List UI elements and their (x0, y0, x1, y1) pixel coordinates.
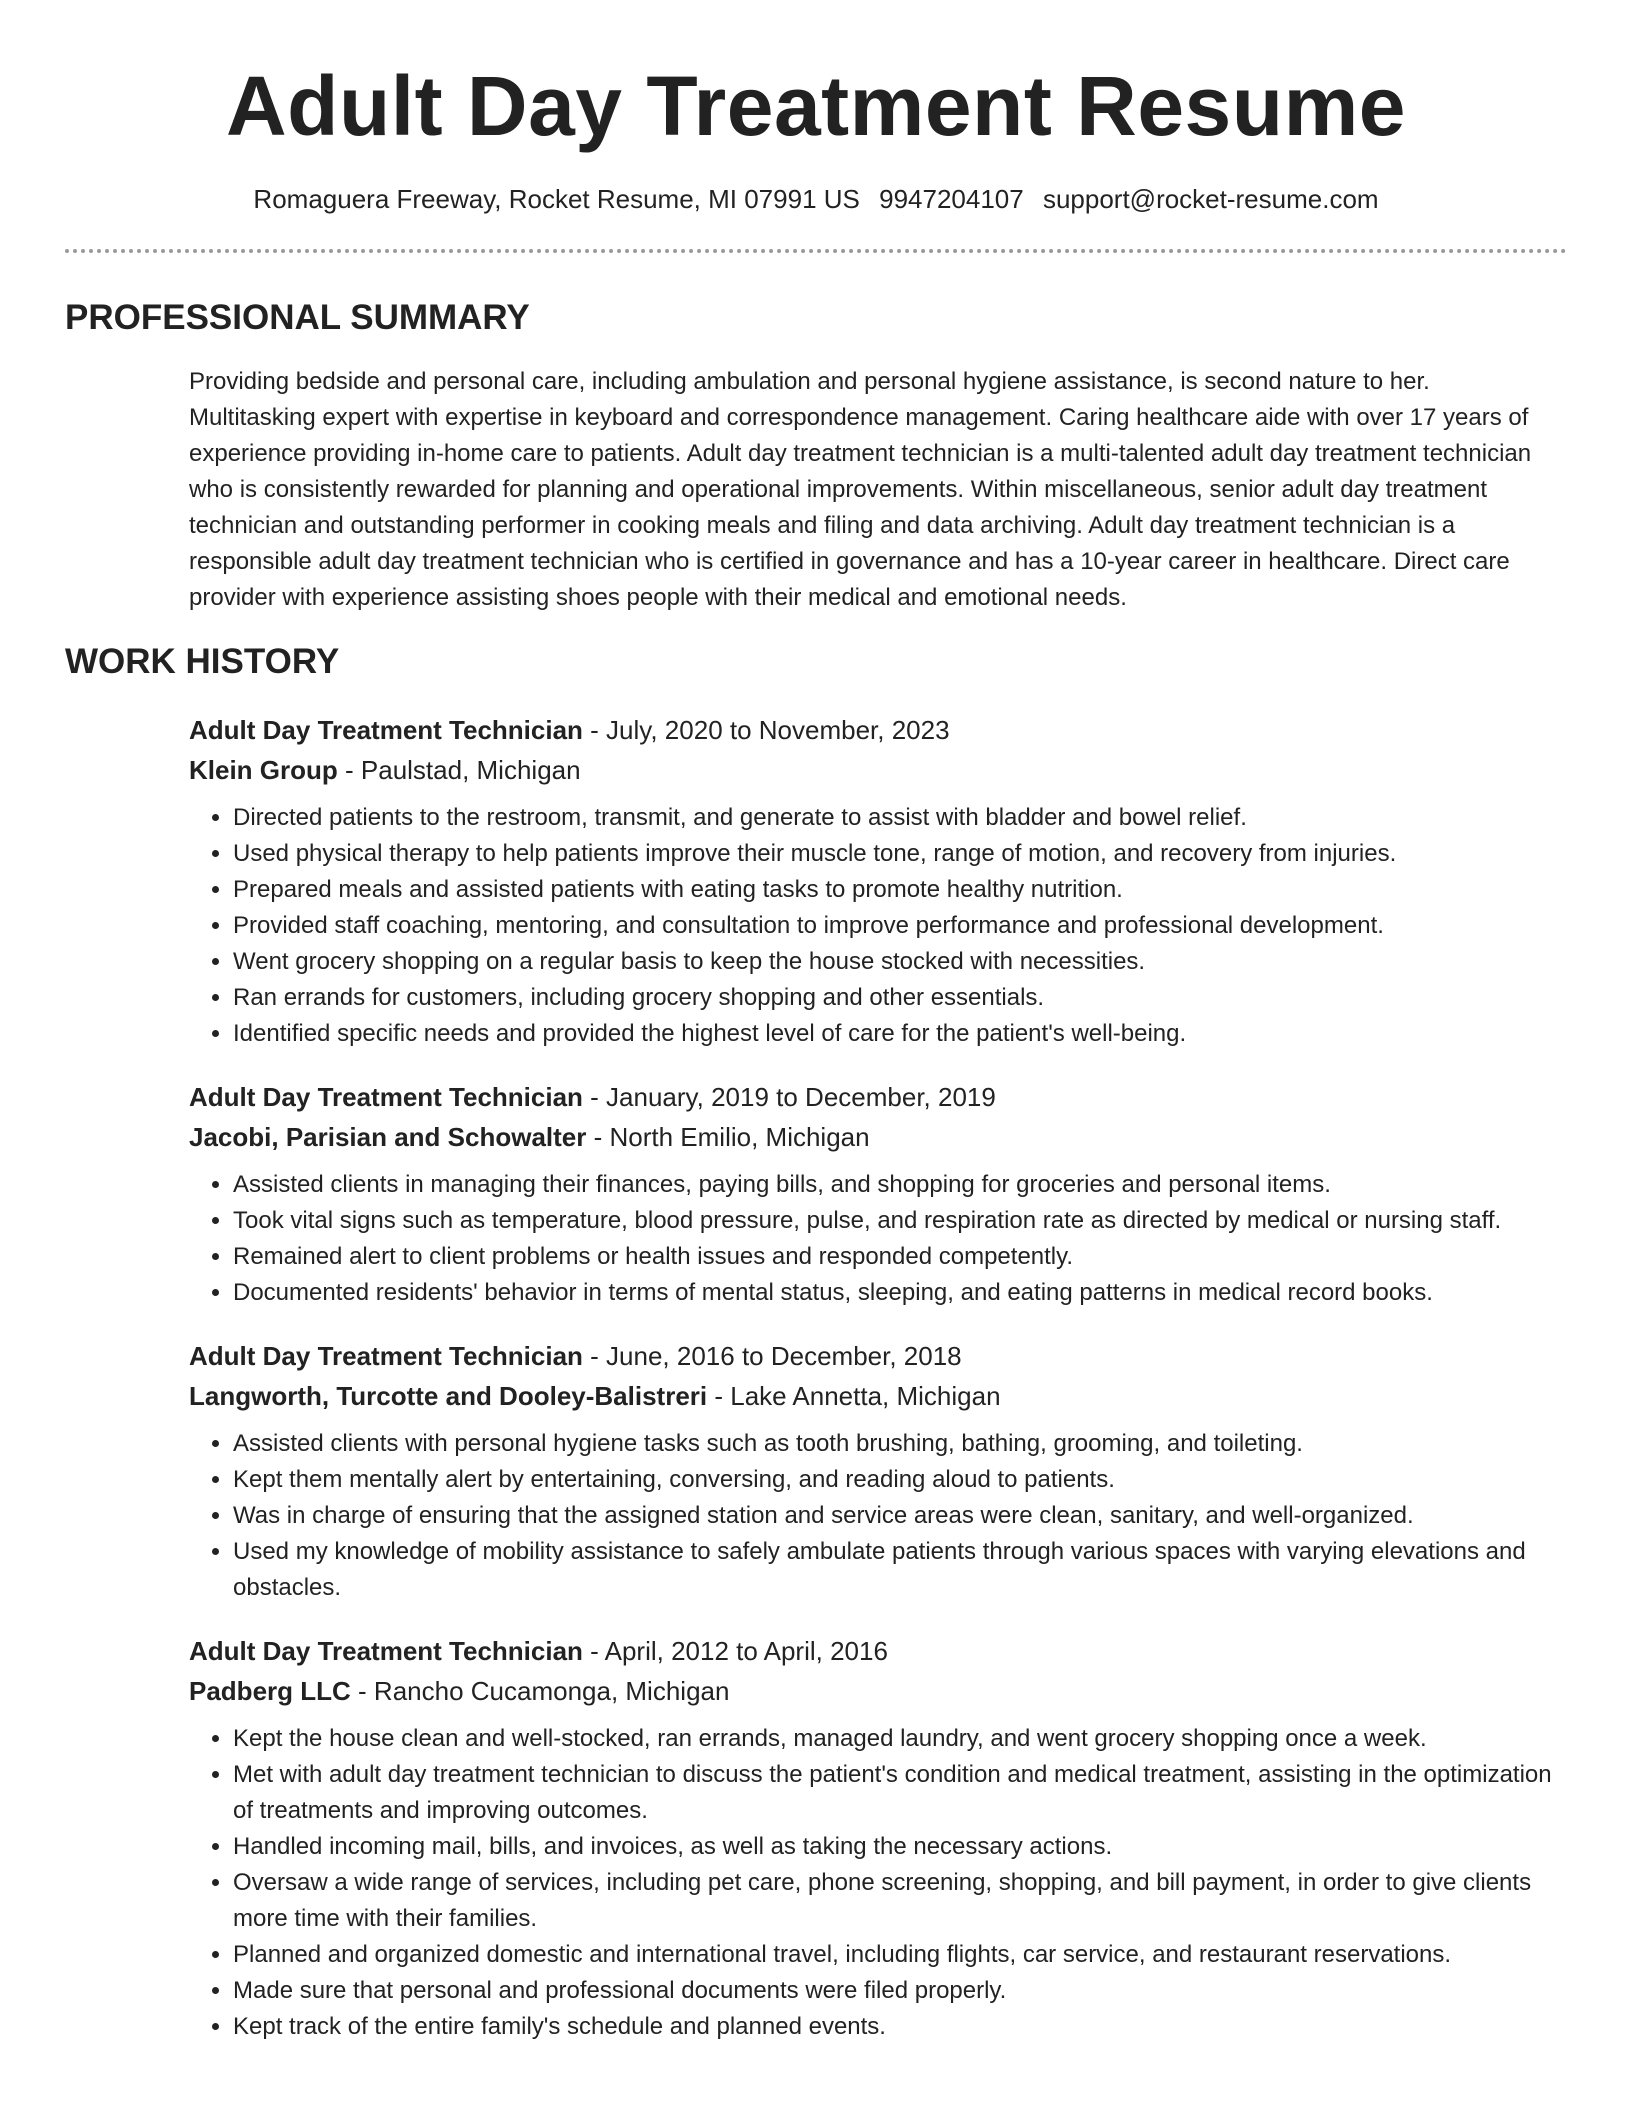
job-dates: - June, 2016 to December, 2018 (590, 1341, 962, 1371)
job-entry (189, 1077, 1569, 1311)
contact-address: Romaguera Freeway, Rocket Resume, MI 07991 US (253, 184, 860, 214)
job-entry (189, 1631, 1569, 2045)
job-company-line (189, 1376, 1569, 1416)
job-bullet: • Identified specific needs and provided the highest level of care for the patient's well-being. (233, 1016, 1569, 1052)
job-company-line (189, 750, 1569, 790)
job-title-line (189, 1077, 1569, 1117)
job-bullet: • Kept track of the entire family's schedule and planned events. (233, 2009, 1569, 2045)
job-bullet-list (189, 1167, 1569, 1311)
job-bullet: • Kept them mentally alert by entertaining, conversing, and reading aloud to patients. (233, 1462, 1569, 1498)
job-location: - Lake Annetta, Michigan (714, 1381, 1001, 1411)
job-bullet: • Kept the house clean and well-stocked, ran errands, managed laundry, and went grocery shopping once a week. (233, 1721, 1569, 1757)
job-location: - North Emilio, Michigan (593, 1122, 870, 1152)
job-bullet-list (189, 1721, 1569, 2045)
job-bullet: • Oversaw a wide range of services, including pet care, phone screening, shopping, and bill payment, in order to give clients more time with their families. (233, 1865, 1569, 1937)
job-company: Jacobi, Parisian and Schowalter (189, 1122, 587, 1152)
job-title: Adult Day Treatment Technician (189, 1082, 583, 1112)
job-title: Adult Day Treatment Technician (189, 1341, 583, 1371)
job-title-line (189, 1631, 1569, 1671)
job-bullet: • Went grocery shopping on a regular basis to keep the house stocked with necessities. (233, 944, 1569, 980)
job-bullet: • Planned and organized domestic and international travel, including flights, car service, and restaurant reservations. (233, 1937, 1569, 1973)
job-company: Klein Group (189, 755, 338, 785)
job-bullet: • Was in charge of ensuring that the assigned station and service areas were clean, sanitary, and well-organized. (233, 1498, 1569, 1534)
job-bullet-list (189, 1426, 1569, 1606)
contact-phone: 9947204107 (879, 184, 1024, 214)
job-bullet: • Made sure that personal and professional documents were filed properly. (233, 1973, 1569, 2009)
job-bullet: • Met with adult day treatment technician to discuss the patient's condition and medical treatment, assisting in the optimization of treatments and improving outcomes. (233, 1757, 1569, 1829)
job-bullet: • Assisted clients in managing their finances, paying bills, and shopping for groceries and personal items. (233, 1167, 1569, 1203)
job-dates: - April, 2012 to April, 2016 (590, 1636, 888, 1666)
job-location: - Paulstad, Michigan (345, 755, 581, 785)
job-bullet: • Directed patients to the restroom, transmit, and generate to assist with bladder and bowel relief. (233, 800, 1569, 836)
job-bullet: • Prepared meals and assisted patients with eating tasks to promote healthy nutrition. (233, 872, 1569, 908)
job-bullet: • Remained alert to client problems or health issues and responded competently. (233, 1239, 1569, 1275)
resume-title: Adult Day Treatment Resume (226, 59, 1406, 153)
job-bullet: • Handled incoming mail, bills, and invoices, as well as taking the necessary actions. (233, 1829, 1569, 1865)
job-bullet: • Documented residents' behavior in terms of mental status, sleeping, and eating patterns in medical record books. (233, 1275, 1569, 1311)
job-bullet: • Ran errands for customers, including grocery shopping and other essentials. (233, 980, 1569, 1016)
job-bullet: • Took vital signs such as temperature, blood pressure, pulse, and respiration rate as directed by medical or nursing staff. (233, 1203, 1569, 1239)
job-title-line (189, 710, 1569, 750)
job-company: Padberg LLC (189, 1676, 351, 1706)
summary-text: Providing bedside and personal care, including ambulation and personal hygiene assistance, is second nature to her. Multitasking expert with expertise in keyboard and correspondence management. Caring healthcare aide with over 17 years of experience providing in-home care to patients. Adult day treatment technician is a multi-talented adult day treatment technician who is consistently rewarded for planning and operational improvements. Within miscellaneous, senior adult day treatment technician and outstanding performer in cooking meals and filing and data archiving. Adult day treatment technician is a responsible adult day treatment technician who is certified in governance and has a 10-year career in healthcare. Direct care provider with experience assisting shoes people with their medical and emotional needs. (189, 368, 1532, 611)
job-title-line (189, 1336, 1569, 1376)
job-bullet-list (189, 800, 1569, 1052)
job-company-line (189, 1671, 1569, 1711)
job-entry (189, 1336, 1569, 1606)
header-divider (65, 249, 1567, 253)
job-title: Adult Day Treatment Technician (189, 1636, 583, 1666)
work-history-list (189, 710, 1569, 2070)
job-dates: - July, 2020 to November, 2023 (590, 715, 950, 745)
job-company-line (189, 1117, 1569, 1157)
contact-email: support@rocket-resume.com (1042, 184, 1379, 214)
job-company: Langworth, Turcotte and Dooley-Balistreri (189, 1381, 708, 1411)
job-entry (189, 710, 1569, 1052)
job-bullet: • Used physical therapy to help patients improve their muscle tone, range of motion, and recovery from injuries. (233, 836, 1569, 872)
job-bullet: • Assisted clients with personal hygiene tasks such as tooth brushing, bathing, grooming, and toileting. (233, 1426, 1569, 1462)
work-history-heading: WORK HISTORY (65, 642, 340, 681)
job-title: Adult Day Treatment Technician (189, 715, 583, 745)
job-location: - Rancho Cucamonga, Michigan (358, 1676, 730, 1706)
job-bullet: • Provided staff coaching, mentoring, and consultation to improve performance and professional development. (233, 908, 1569, 944)
contact-line (0, 182, 1632, 216)
summary-heading: PROFESSIONAL SUMMARY (65, 298, 530, 337)
job-bullet: • Used my knowledge of mobility assistance to safely ambulate patients through various spaces with varying elevations and obstacles. (233, 1534, 1569, 1606)
job-dates: - January, 2019 to December, 2019 (590, 1082, 996, 1112)
